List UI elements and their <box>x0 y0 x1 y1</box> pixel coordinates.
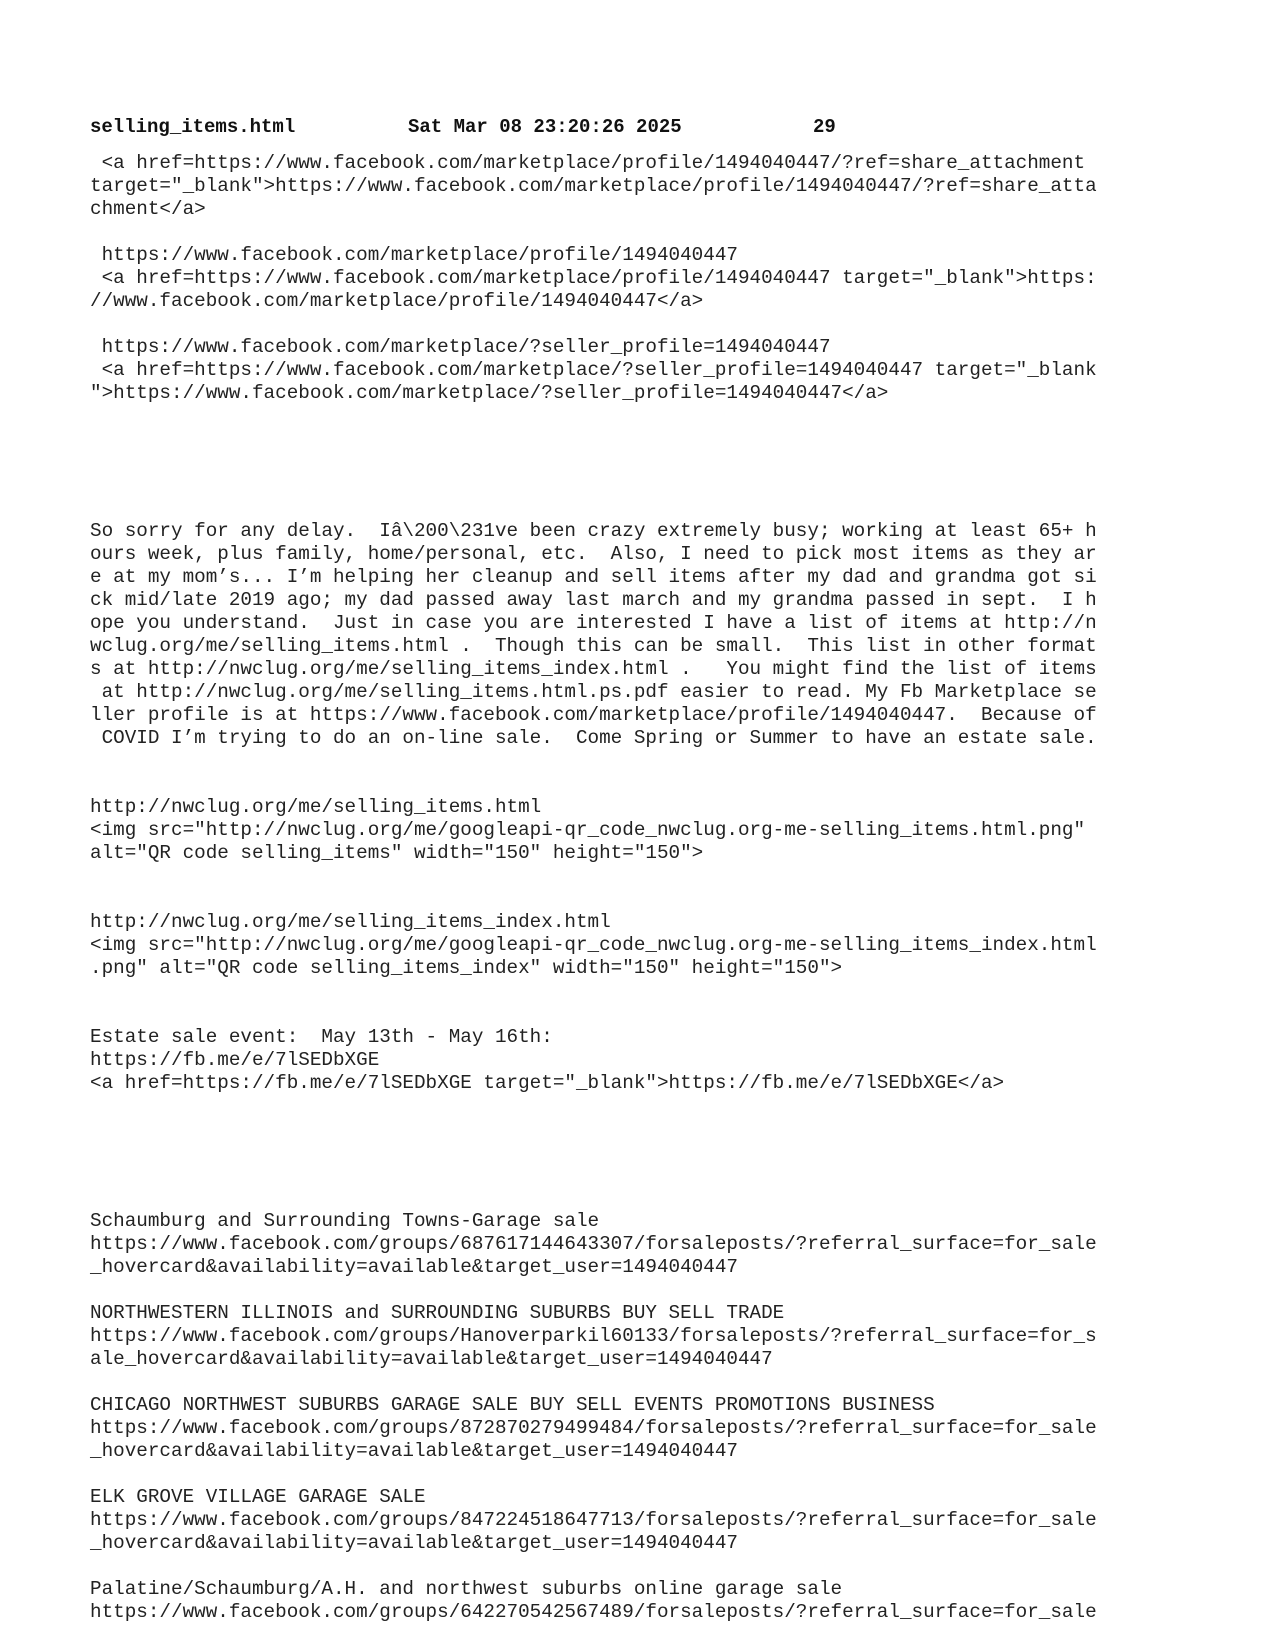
text-line: .png" alt="QR code selling_items_index" width="150" height="150"> <box>90 957 843 979</box>
text-line: <a href=https://www.facebook.com/marketplace/profile/1494040447/?ref=share_attachment <box>90 152 1086 174</box>
text-line: wclug.org/me/selling_items.html . Though this can be small. This list in other format <box>90 635 1097 657</box>
text-line: <img src="http://nwclug.org/me/googleapi-qr_code_nwclug.org-me-selling_items.html.png" <box>90 819 1086 841</box>
text-line <box>90 1164 1190 1187</box>
text-line: <a href=https://fb.me/e/7lSEDbXGE target="_blank">https://fb.me/e/7lSEDbXGE</a> <box>90 1072 1005 1094</box>
text-line: https://www.facebook.com/groups/872870279499484/forsaleposts/?referral_surface=for_sale <box>90 1417 1097 1439</box>
page-header <box>90 116 836 139</box>
text-line: ck mid/late 2019 ago; my dad passed away last march and my grandma passed in sept. I h <box>90 589 1097 611</box>
text-line: Estate sale event: May 13th - May 16th: <box>90 1026 553 1048</box>
text-line: So sorry for any delay. Iâ\200\231ve been crazy extremely busy; working at least 65+ h <box>90 520 1097 542</box>
text-line: s at http://nwclug.org/me/selling_items_index.html . You might find the list of items <box>90 658 1097 680</box>
text-line: alt="QR code selling_items" width="150" height="150"> <box>90 842 704 864</box>
text-line: ller profile is at https://www.facebook.com/marketplace/profile/1494040447. Because of <box>90 704 1097 726</box>
text-line: ELK GROVE VILLAGE GARAGE SALE <box>90 1486 426 1508</box>
document-body <box>90 152 1190 1624</box>
text-line: https://www.facebook.com/groups/847224518647713/forsaleposts/?referral_surface=for_sale <box>90 1509 1097 1531</box>
header-date: Sat Mar 08 23:20:26 2025 <box>408 116 682 138</box>
text-line: _hovercard&availability=available&target_user=1494040447 <box>90 1440 738 1462</box>
text-line <box>90 865 1190 888</box>
text-line: https://www.facebook.com/marketplace/profile/1494040447 <box>90 244 738 266</box>
text-line <box>90 888 1190 911</box>
text-line <box>90 1279 1190 1302</box>
text-line <box>90 497 1190 520</box>
text-line <box>90 1463 1190 1486</box>
text-line <box>90 474 1190 497</box>
text-line <box>90 1003 1190 1026</box>
text-line <box>90 313 1190 336</box>
text-line: https://www.facebook.com/groups/Hanoverparkil60133/forsaleposts/?referral_surface=for_s <box>90 1325 1097 1347</box>
text-line: http://nwclug.org/me/selling_items_index.html <box>90 911 611 933</box>
text-line <box>90 750 1190 773</box>
text-line <box>90 1095 1190 1118</box>
text-line: CHICAGO NORTHWEST SUBURBS GARAGE SALE BUY SELL EVENTS PROMOTIONS BUSINESS <box>90 1394 935 1416</box>
text-line: ">https://www.facebook.com/marketplace/?seller_profile=1494040447</a> <box>90 382 889 404</box>
text-line: _hovercard&availability=available&target_user=1494040447 <box>90 1532 738 1554</box>
header-page-number: 29 <box>813 116 836 138</box>
text-line <box>90 1371 1190 1394</box>
text-line <box>90 1555 1190 1578</box>
text-line <box>90 980 1190 1003</box>
text-line <box>90 451 1190 474</box>
text-line: <img src="http://nwclug.org/me/googleapi-qr_code_nwclug.org-me-selling_items_index.html <box>90 934 1097 956</box>
text-line: <a href=https://www.facebook.com/marketplace/profile/1494040447 target="_blank">https: <box>90 267 1097 289</box>
text-line: e at my mom’s... I’m helping her cleanup and sell items after my dad and grandma got si <box>90 566 1097 588</box>
text-line: ale_hovercard&availability=available&target_user=1494040447 <box>90 1348 773 1370</box>
text-line: chment</a> <box>90 198 206 220</box>
text-line: ours week, plus family, home/personal, etc. Also, I need to pick most items as they ar <box>90 543 1097 565</box>
text-line <box>90 1118 1190 1141</box>
text-line <box>90 1187 1190 1210</box>
text-line <box>90 1141 1190 1164</box>
text-line: _hovercard&availability=available&target_user=1494040447 <box>90 1256 738 1278</box>
text-line: <a href=https://www.facebook.com/marketplace/?seller_profile=1494040447 target="_blank <box>90 359 1097 381</box>
text-line: COVID I’m trying to do an on-line sale. Come Spring or Summer to have an estate sale. <box>90 727 1097 749</box>
text-line: ope you understand. Just in case you are interested I have a list of items at http://n <box>90 612 1097 634</box>
text-line: http://nwclug.org/me/selling_items.html <box>90 796 542 818</box>
text-line <box>90 773 1190 796</box>
text-line <box>90 405 1190 428</box>
text-line: target="_blank">https://www.facebook.com/marketplace/profile/1494040447/?ref=share_atta <box>90 175 1097 197</box>
text-line <box>90 428 1190 451</box>
text-line: Schaumburg and Surrounding Towns-Garage sale <box>90 1210 600 1232</box>
header-filename: selling_items.html <box>90 116 296 138</box>
text-line: https://fb.me/e/7lSEDbXGE <box>90 1049 380 1071</box>
text-line: https://www.facebook.com/marketplace/?seller_profile=1494040447 <box>90 336 831 358</box>
text-line <box>90 221 1190 244</box>
text-line: https://www.facebook.com/groups/687617144643307/forsaleposts/?referral_surface=for_sale <box>90 1233 1097 1255</box>
text-line: Palatine/Schaumburg/A.H. and northwest suburbs online garage sale <box>90 1578 843 1600</box>
text-line: //www.facebook.com/marketplace/profile/1494040447</a> <box>90 290 704 312</box>
text-line: NORTHWESTERN ILLINOIS and SURROUNDING SUBURBS BUY SELL TRADE <box>90 1302 785 1324</box>
text-line: at http://nwclug.org/me/selling_items.html.ps.pdf easier to read. My Fb Marketplace se <box>90 681 1097 703</box>
text-line: https://www.facebook.com/groups/642270542567489/forsaleposts/?referral_surface=for_sale <box>90 1601 1097 1623</box>
